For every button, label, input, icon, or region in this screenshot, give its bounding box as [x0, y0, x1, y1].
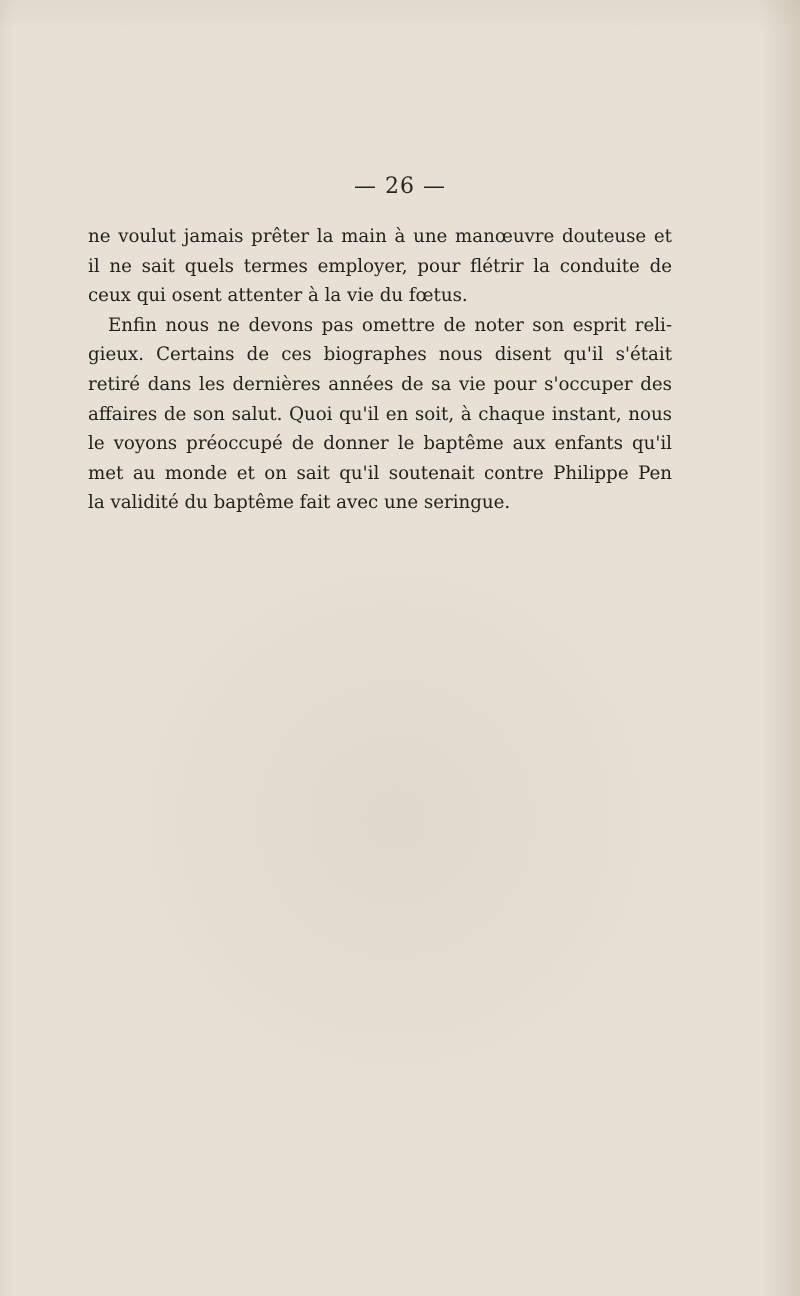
text-line: la validité du baptême fait avec une seringue.	[88, 492, 511, 514]
text-line: Enfin nous ne devons pas omettre de noter son esprit reli-	[108, 314, 672, 336]
text-line: ceux qui osent attenter à la vie du fœtus.	[88, 285, 468, 307]
paragraph-2	[88, 311, 672, 518]
text-line: retiré dans les dernières années de sa vie pour s'occuper des	[88, 373, 672, 395]
show-through-texture	[95, 520, 695, 1120]
text-line: ne voulut jamais prêter la main à une manœuvre douteuse et	[88, 226, 672, 247]
paragraph-1	[88, 222, 672, 311]
text-line: affaires de son salut. Quoi qu'il en soit, à chaque instant, nous	[88, 403, 672, 425]
page-number: — 26 —	[354, 174, 446, 199]
text-line: il ne sait quels termes employer, pour flétrir la conduite de	[88, 255, 672, 277]
body-text	[88, 222, 672, 518]
text-line: gieux. Certains de ces biographes nous disent qu'il s'était	[88, 344, 672, 366]
text-line: le voyons préoccupé de donner le baptême aux enfants qu'il	[88, 433, 672, 455]
text-line: met au monde et on sait qu'il soutenait contre Philippe Pen	[88, 462, 672, 484]
